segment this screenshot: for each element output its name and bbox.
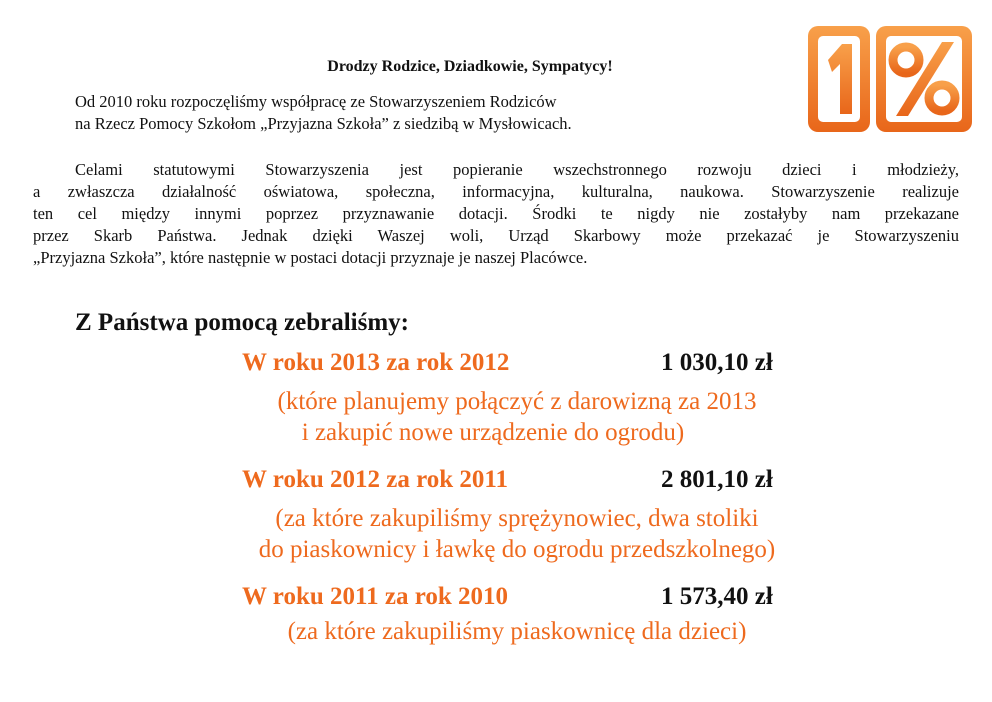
body-line: „Przyjazna Szkoła”, które następnie w postaci dotacji przyznaje je naszej Placówce. (33, 248, 588, 267)
letter-greeting: Drodzy Rodzice, Dziadkowie, Sympatycy! (327, 58, 613, 75)
entry-note-line: (które planujemy połączyć z darowizną za 2013 (277, 388, 757, 415)
summary-heading: Z Państwa pomocą zebraliśmy: (75, 309, 409, 336)
one-percent-logo-icon (806, 22, 974, 137)
entry-note-line: (za które zakupiliśmy sprężynowiec, dwa stoliki (275, 505, 759, 532)
entry-note-line: i zakupić nowe urządzenie do ogrodu) (301, 419, 685, 446)
intro-line: na Rzecz Pomocy Szkołom „Przyjazna Szkoła” z siedzibą w Mysłowicach. (75, 114, 572, 133)
entry-year-label: W roku 2011 za rok 2010 (242, 583, 509, 610)
entry-year-label: W roku 2013 za rok 2012 (242, 349, 510, 376)
entry-amount: 1 030,10 zł (661, 349, 773, 376)
intro-text (75, 91, 572, 135)
one-percent-logo (806, 22, 974, 137)
body-line: Celami statutowymi Stowarzyszenia jest popieranie wszechstronnego rozwoju dzieci i młodzieży, (75, 160, 959, 179)
body-line: ten cel między innymi poprzez przyznawanie dotacji. Środki te nigdy nie zostałyby nam przekazane (33, 204, 959, 223)
entry-note-line: (za które zakupiliśmy piaskownicę dla dzieci) (287, 618, 747, 645)
entry-year-label: W roku 2012 za rok 2011 (242, 466, 509, 493)
body-paragraph (33, 159, 959, 269)
entry-amount: 1 573,40 zł (661, 583, 773, 610)
body-line: przez Skarb Państwa. Jednak dzięki Waszej woli, Urząd Skarbowy może przekazać je Stowarzyszeniu (33, 226, 959, 245)
entry-amount: 2 801,10 zł (661, 466, 773, 493)
body-line: a zwłaszcza działalność oświatowa, społeczna, informacyjna, kulturalna, naukowa. Stowarzyszenie realizuje (33, 182, 959, 201)
intro-line: Od 2010 roku rozpoczęliśmy współpracę ze Stowarzyszeniem Rodziców (75, 92, 557, 111)
entry-note-line: do piaskownicy i ławkę do ogrodu przedszkolnego) (258, 536, 776, 563)
